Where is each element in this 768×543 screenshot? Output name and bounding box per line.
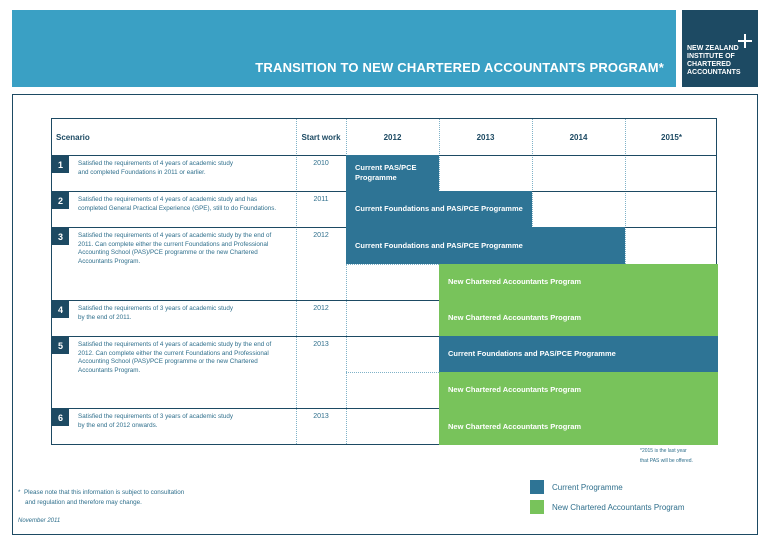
scenario-number: 4 [52,301,69,318]
legend-swatch-current [530,480,544,494]
bar-current-foundations: Current Foundations and PAS/PCE Programme [346,191,532,227]
legend-new: New Chartered Accountants Program [530,500,685,514]
start-work-year: 2012 [313,305,329,312]
start-work-year: 2013 [313,413,329,420]
publication-date: November 2011 [18,518,61,524]
scenario-description: Satisfied the requirements of 4 years of academic study by the end of 2012. Can complete either the current Foundations and Professional Accounting School (PAS)/PCE programme or the new Chartered Accountants Program. [78,341,272,374]
scenario-number: 1 [52,156,69,173]
start-work-year: 2012 [313,232,329,239]
scenario-number: 2 [52,192,69,209]
scenario-description: Satisfied the requirements of 4 years of academic study and completed Foundations in 2011 or earlier. [78,160,234,176]
bar-new-program: New Chartered Accountants Program [439,372,718,408]
bar-current-foundations: Current Foundations and PAS/PCE Programme [439,336,718,372]
start-work-year: 2011 [313,196,329,203]
scenario-description: Satisfied the requirements of 4 years of academic study by the end of 2011. Can complete either the current Foundations and Professional Accounting School (PAS)/PCE programme or the new Chartered Accountants Program. [78,232,272,265]
title-banner [12,10,676,87]
page-title: TRANSITION TO NEW CHARTERED ACCOUNTANTS PROGRAM* [255,60,664,75]
legend-swatch-new [530,500,544,514]
scenario-description: Satisfied the requirements of 3 years of academic study by the end of 2011. [78,305,234,321]
bar-new-program: New Chartered Accountants Program [439,300,718,336]
header-start-work: Start work [301,132,341,142]
consultation-note: * Please note that this information is subject to consultation and regulation and therefore may change. [18,489,185,506]
legend-current: Current Programme [530,480,623,494]
nzica-logo [682,10,758,87]
sub-row-divider [346,372,439,373]
scenario-number: 5 [52,337,69,354]
bar-new-program: New Chartered Accountants Program [439,408,718,445]
header-year-2014: 2014 [569,132,588,142]
bar-new-program: New Chartered Accountants Program [439,264,718,300]
header-year-2015: 2015* [661,132,682,142]
sub-row-divider [346,264,439,265]
footnote-2015: *2015 is the last year that PAS will be offered. [640,448,693,464]
bar-current-foundations: Current Foundations and PAS/PCE Programme [346,227,625,264]
header-scenario: Scenario [56,132,90,142]
header-year-2013: 2013 [476,132,495,142]
header-year-2012: 2012 [383,132,402,142]
start-work-year: 2013 [313,341,329,348]
bar-current-pas-pce: Current PAS/PCE Programme [346,155,439,191]
logo-text: NEW ZEALAND INSTITUTE OF CHARTERED ACCOUNTANTS [687,45,741,76]
start-work-year: 2010 [313,160,329,167]
scenario-number: 6 [52,409,69,426]
column-divider [296,119,297,444]
scenario-number: 3 [52,228,69,245]
scenario-description: Satisfied the requirements of 4 years of academic study and has completed General Practical Experience (GPE), still to do Foundations. [78,196,277,212]
transition-table [51,118,717,445]
scenario-description: Satisfied the requirements of 3 years of academic study by the end of 2012 onwards. [78,413,234,429]
